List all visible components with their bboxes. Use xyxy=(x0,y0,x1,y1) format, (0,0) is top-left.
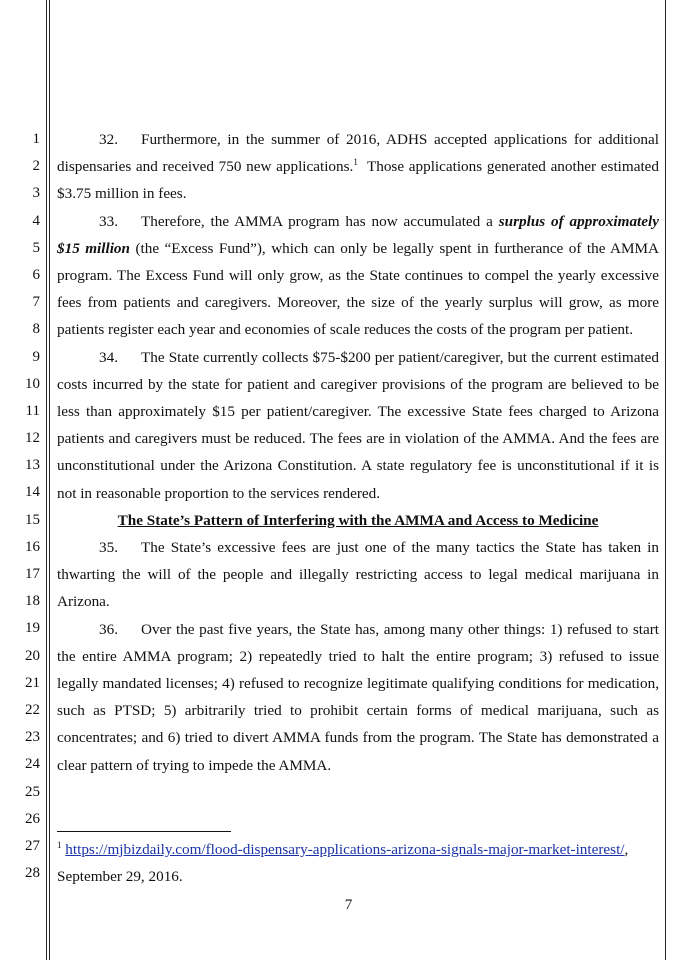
line-number: 13 xyxy=(25,457,40,474)
emphasis-surplus: surplus of approximately $15 million xyxy=(57,212,659,257)
paragraph-32 xyxy=(57,126,663,208)
paragraph-text-continued: (the “Excess Fund”), which can only be legally spent in furtherance of the AMMA program. The Excess Fund will only grow, as the State continues to compel the yearly excessive fees from patients and caregivers. Moreover, the size of the yearly surplus will grow, as more patients register each year and economies of scale reduces the costs of the program per patient. xyxy=(57,239,659,339)
line-number: 27 xyxy=(25,837,40,854)
footnote-link[interactable]: https://mjbizdaily.com/flood-dispensary-applications-arizona-signals-major-market-interest/ xyxy=(65,841,625,858)
line-number: 11 xyxy=(25,402,40,419)
line-number: 19 xyxy=(25,620,40,637)
line-number: 20 xyxy=(25,647,40,664)
line-number: 8 xyxy=(32,321,40,338)
left-margin-rule-inner xyxy=(49,0,50,960)
paragraph-35 xyxy=(57,534,659,616)
line-number: 6 xyxy=(32,266,40,283)
line-number: 1 xyxy=(32,131,40,147)
paragraph-text: The State currently collects $75-$200 per patient/caregiver, but the current estimated costs incurred by the state for patient and caregiver provisions of the program are believed to be less than approximately $15 per patient/caregiver. The excessive State fees charged to Arizona patients and caregivers must be reduced. The fees are in violation of the AMMA. And the fees are unconstitutional under the Arizona Constitution. A state regulatory fee is unconstitutional if it is not in reasonable proportion to the services rendered. xyxy=(57,348,659,502)
paragraph-36 xyxy=(57,616,659,779)
section-heading: The State’s Pattern of Interfering with the AMMA and Access to Medicine xyxy=(117,511,599,529)
line-number: 5 xyxy=(32,239,40,256)
line-number: 9 xyxy=(32,348,40,365)
line-number: 4 xyxy=(32,212,40,229)
line-numbers xyxy=(0,126,44,887)
paragraph-text: Furthermore, in the summer of 2016, ADHS accepted applications for additional dispensaries and received 750 new applications. xyxy=(57,131,659,176)
paragraph-34 xyxy=(57,344,659,507)
page-number: 7 xyxy=(344,896,353,913)
line-number: 24 xyxy=(25,756,40,773)
paragraph-number: 35. xyxy=(99,539,118,557)
paragraph-number: 34. xyxy=(99,348,118,366)
paragraph-text: Therefore, the AMMA program has now accumulated a xyxy=(141,212,499,230)
line-number: 17 xyxy=(25,566,40,582)
paragraph-number: 33. xyxy=(99,212,118,230)
paragraph-text-continued: Those applications generated another estimated $3.75 million in fees. xyxy=(57,158,663,203)
line-number: 3 xyxy=(32,185,40,202)
footnote-marker: 1 xyxy=(57,839,62,850)
footnote-divider xyxy=(57,831,231,832)
line-number: 10 xyxy=(25,375,40,392)
line-number: 14 xyxy=(25,484,40,501)
paragraph-text: The State’s excessive fees are just one of the many tactics the State has taken in thwarting the will of the people and illegally restricting access to legal medical marijuana in Arizona. xyxy=(57,539,659,611)
paragraph-number: 32. xyxy=(99,131,118,148)
line-number: 25 xyxy=(25,783,40,800)
right-margin-rule xyxy=(665,0,666,960)
footnote-date: , September 29, 2016. xyxy=(57,841,629,886)
line-number: 22 xyxy=(25,701,40,718)
line-number: 2 xyxy=(32,158,40,175)
paragraph-number: 36. xyxy=(99,620,118,638)
line-number: 7 xyxy=(32,294,40,311)
footnote-reference[interactable]: 1 xyxy=(353,157,358,168)
left-margin-rule-outer xyxy=(46,0,47,960)
line-number: 21 xyxy=(25,674,40,691)
line-number: 23 xyxy=(25,729,40,746)
line-number: 16 xyxy=(25,538,40,555)
line-number: 12 xyxy=(25,430,40,447)
paragraph-text: Over the past five years, the State has, among many other things: 1) refused to start the entire AMMA program; 2) repeatedly tried to halt the entire program; 3) refused to issue legally mandated licenses; 4) refused to recognize legitimate qualifying conditions for medication, such as PTSD; 5) arbitrarily tried to prohibit certain forms of medical marijuana, such as concentrates; and 6) tried to divert AMMA funds from the program. The State has demonstrated a clear pattern of trying to impede the AMMA. xyxy=(57,620,659,774)
document-body xyxy=(57,126,663,779)
paragraph-33 xyxy=(57,208,659,344)
line-number: 28 xyxy=(25,865,40,882)
footnote xyxy=(57,836,659,890)
line-number: 26 xyxy=(25,810,40,827)
line-number: 15 xyxy=(25,511,40,528)
line-number: 18 xyxy=(25,593,40,610)
